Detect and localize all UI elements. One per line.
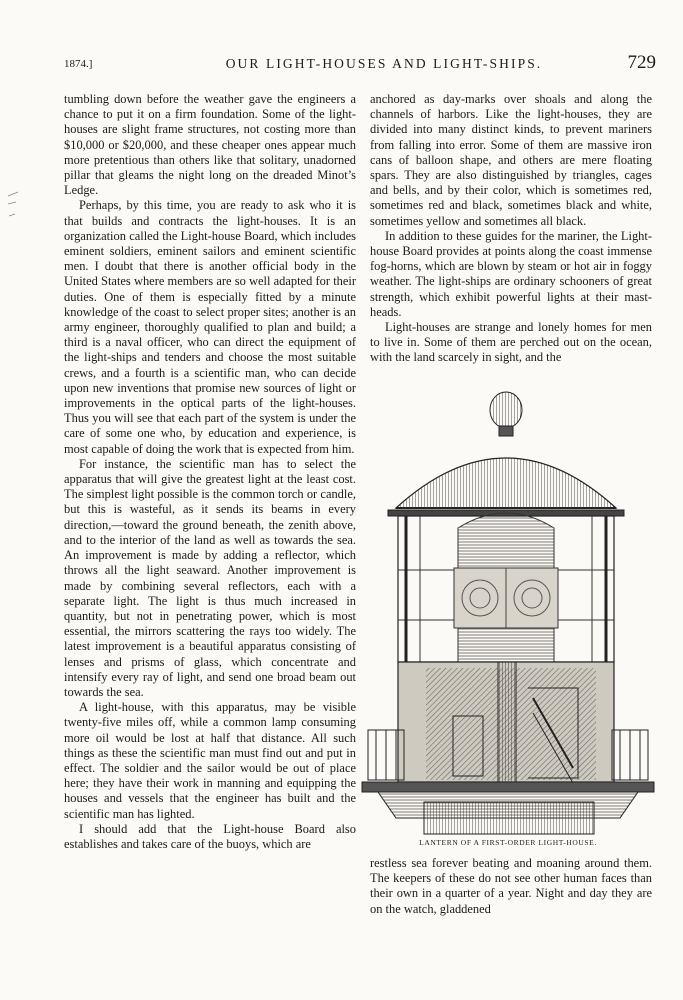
paragraph: anchored as day-marks over shoals and along the channels of harbors. Like the light-houses, they are divided into many distinct kinds, to prevent mariners from falling into error. Some of them are massive iron cans of balloon shape, and others are mere floating spars. They are also distinguished by triangles, cages and bells, and by their color, which is sometimes red, sometimes red and black, sometimes black and white, sometimes yellow and sometimes all black. [370,92,652,228]
paragraph: For instance, the scientific man has to select the apparatus that will give the greatest light at the least cost. The simplest light possible is the common torch or candle, but this is wasteful, as it sends its beams in every direction,—toward the ground beneath, the zenith above, and to the interior of the land as well as towards the sea. An improvement is made by adding a reflector, which throws all the light seaward. Another improvement is made by combining several reflectors, each with a separate light. The light is thus much increased in quantity, but not in penetrating power, which is most essential, the mirrors scattering the rays too widely. The latest improvement is a beautiful apparatus consisting of lenses and prisms of glass, which concentrate and intensify every ray of light, and send one broad beam out towards the sea. [64,456,356,699]
paragraph: tumbling down before the weather gave the engineers a chance to put it on a firm foundation. Some of the light-houses are slight frame structures, not costing more than $10,000 or $20,000, and these cheaper ones appear much more pretentious than others like that solitary, unadorned pillar that gleams the night long on the dreaded Minot’s Ledge. [64,92,356,198]
paragraph: restless sea forever beating and moaning around them. The keepers of these do not see other human faces than their own in a quarter of a year. Night and day they are on the watch, gladdened [370,856,652,916]
lantern-engraving-icon [358,388,658,836]
paragraph: I should add that the Light-house Board also establishes and takes care of the buoys, which are [64,821,356,851]
left-column [64,92,356,852]
paragraph: Light-houses are strange and lonely homes for men to live in. Some of them are perched out on the ocean, with the land scarcely in sight, and the [370,320,652,365]
margin-pencil-mark-icon [6,190,26,230]
figure-caption: LANTERN OF A FIRST-ORDER LIGHT-HOUSE. [419,838,597,847]
paragraph: Perhaps, by this time, you are ready to ask who it is that builds and contracts the light-houses. It is an organization called the Light-house Board, which includes eminent soldiers, eminent sailors and eminent scientific men. I doubt that there is another official body in the United States where members are so well adapted for their duties. One of them is especially fitted by a minute knowledge of the coast to select proper sites; another is an army engineer, thoroughly qualified to plan and build; a third is a naval officer, who can direct the equipment of the light-ships and tenders and choose the most suitable crews, and a fourth is a scientific man, who can decide upon new inventions that promise new sources of light or improvements in the optical parts of the light-houses. Thus you will see that each part of the system is under the care of some one who, by education and experience, is most capable of doing the work that is expected from him. [64,198,356,456]
running-head-year: 1874.] [64,58,93,70]
page-number: 729 [627,52,656,73]
lantern-illustration [358,388,658,836]
right-column-bottom [370,856,652,917]
paragraph: A light-house, with this apparatus, may be visible twenty-five miles off, while a common lamp consuming more oil would be lost at half that distance. All such things as these the scientific man must find out and put in effect. The soldier and the sailor would be out of place here; they have their work in manning and equipping the houses and vessels that the engineer has built and the scientific man has lighted. [64,700,356,821]
running-head [64,52,656,74]
running-head-title: OUR LIGHT-HOUSES AND LIGHT-SHIPS. [225,56,543,71]
right-column-top [370,92,652,366]
paragraph: In addition to these guides for the mariner, the Light-house Board provides at points along the coast immense fog-horns, which are blown by steam or hot air in foggy weather. The light-ships are ordinary schooners of great strength, which exhibit powerful lights at their mast-heads. [370,228,652,319]
